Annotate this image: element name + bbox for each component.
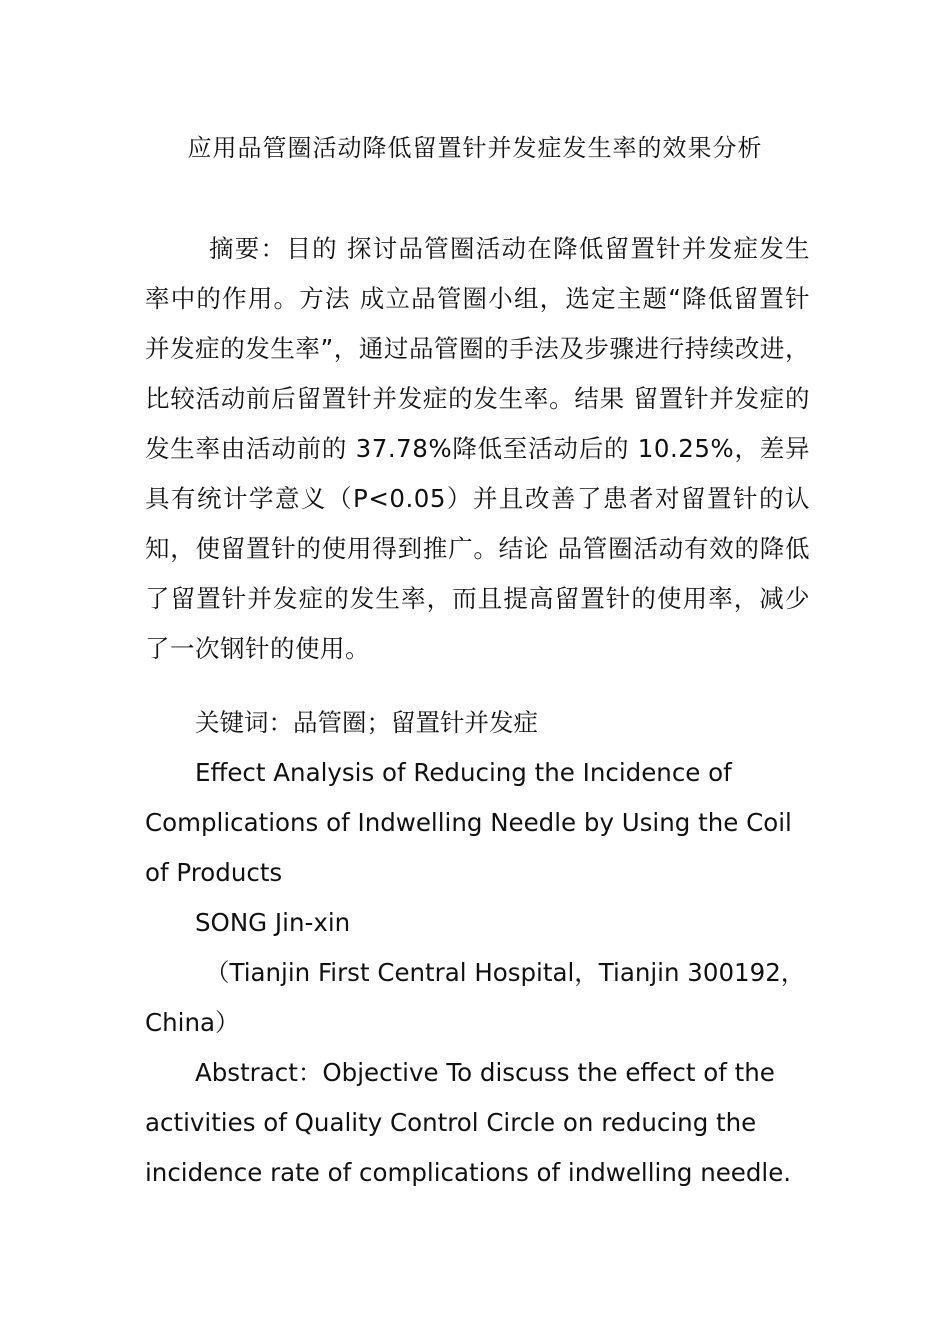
abstract-cn <box>145 224 810 674</box>
abstract-en <box>145 1048 810 1198</box>
keywords-cn <box>145 698 810 748</box>
author-en: SONG Jin-xin <box>195 908 351 937</box>
keywords-cn-text: 品管圈；留置针并发症 <box>293 708 538 737</box>
keywords-cn-label: 关键词： <box>195 708 293 737</box>
paper-title-cn: 应用品管圈活动降低留置针并发症发生率的效果分析 <box>187 134 763 162</box>
abstract-cn-text: 目的 探讨品管圈活动在降低留置针并发症发生率中的作用。方法 成立品管圈小组，选定主题“降低留置针并发症的发生率”，通过品管圈的手法及步骤进行持续改进，比较活动前后留置针并发症的发生率。结果 留置针并发症的发生率由活动前的 37.78%降低至活动后的 10.25%，差异具有统计学意义（P<0.05）并且改善了患者对留置针的认知，使留置针的使用得到推广。结论 品管圈活动有效的降低了留置针并发症的发生率，而且提高留置针的使用率，减少了一次钢针的使用。 <box>145 234 810 663</box>
abstract-cn-label: 摘要： <box>209 234 287 263</box>
paper-title-en: Effect Analysis of Reducing the Incidence of Complications of Indwelling Needle by Using the Coil of Products <box>145 758 792 887</box>
abstract-en-label: Abstract： <box>195 1058 323 1087</box>
affiliation-en: （Tianjin First Central Hospital，Tianjin 300192，China） <box>145 958 806 1037</box>
abstract-en-text: Objective To discuss the effect of the activities of Quality Control Circle on reducing the incidence rate of complications of indwelling needle. <box>145 1058 792 1187</box>
